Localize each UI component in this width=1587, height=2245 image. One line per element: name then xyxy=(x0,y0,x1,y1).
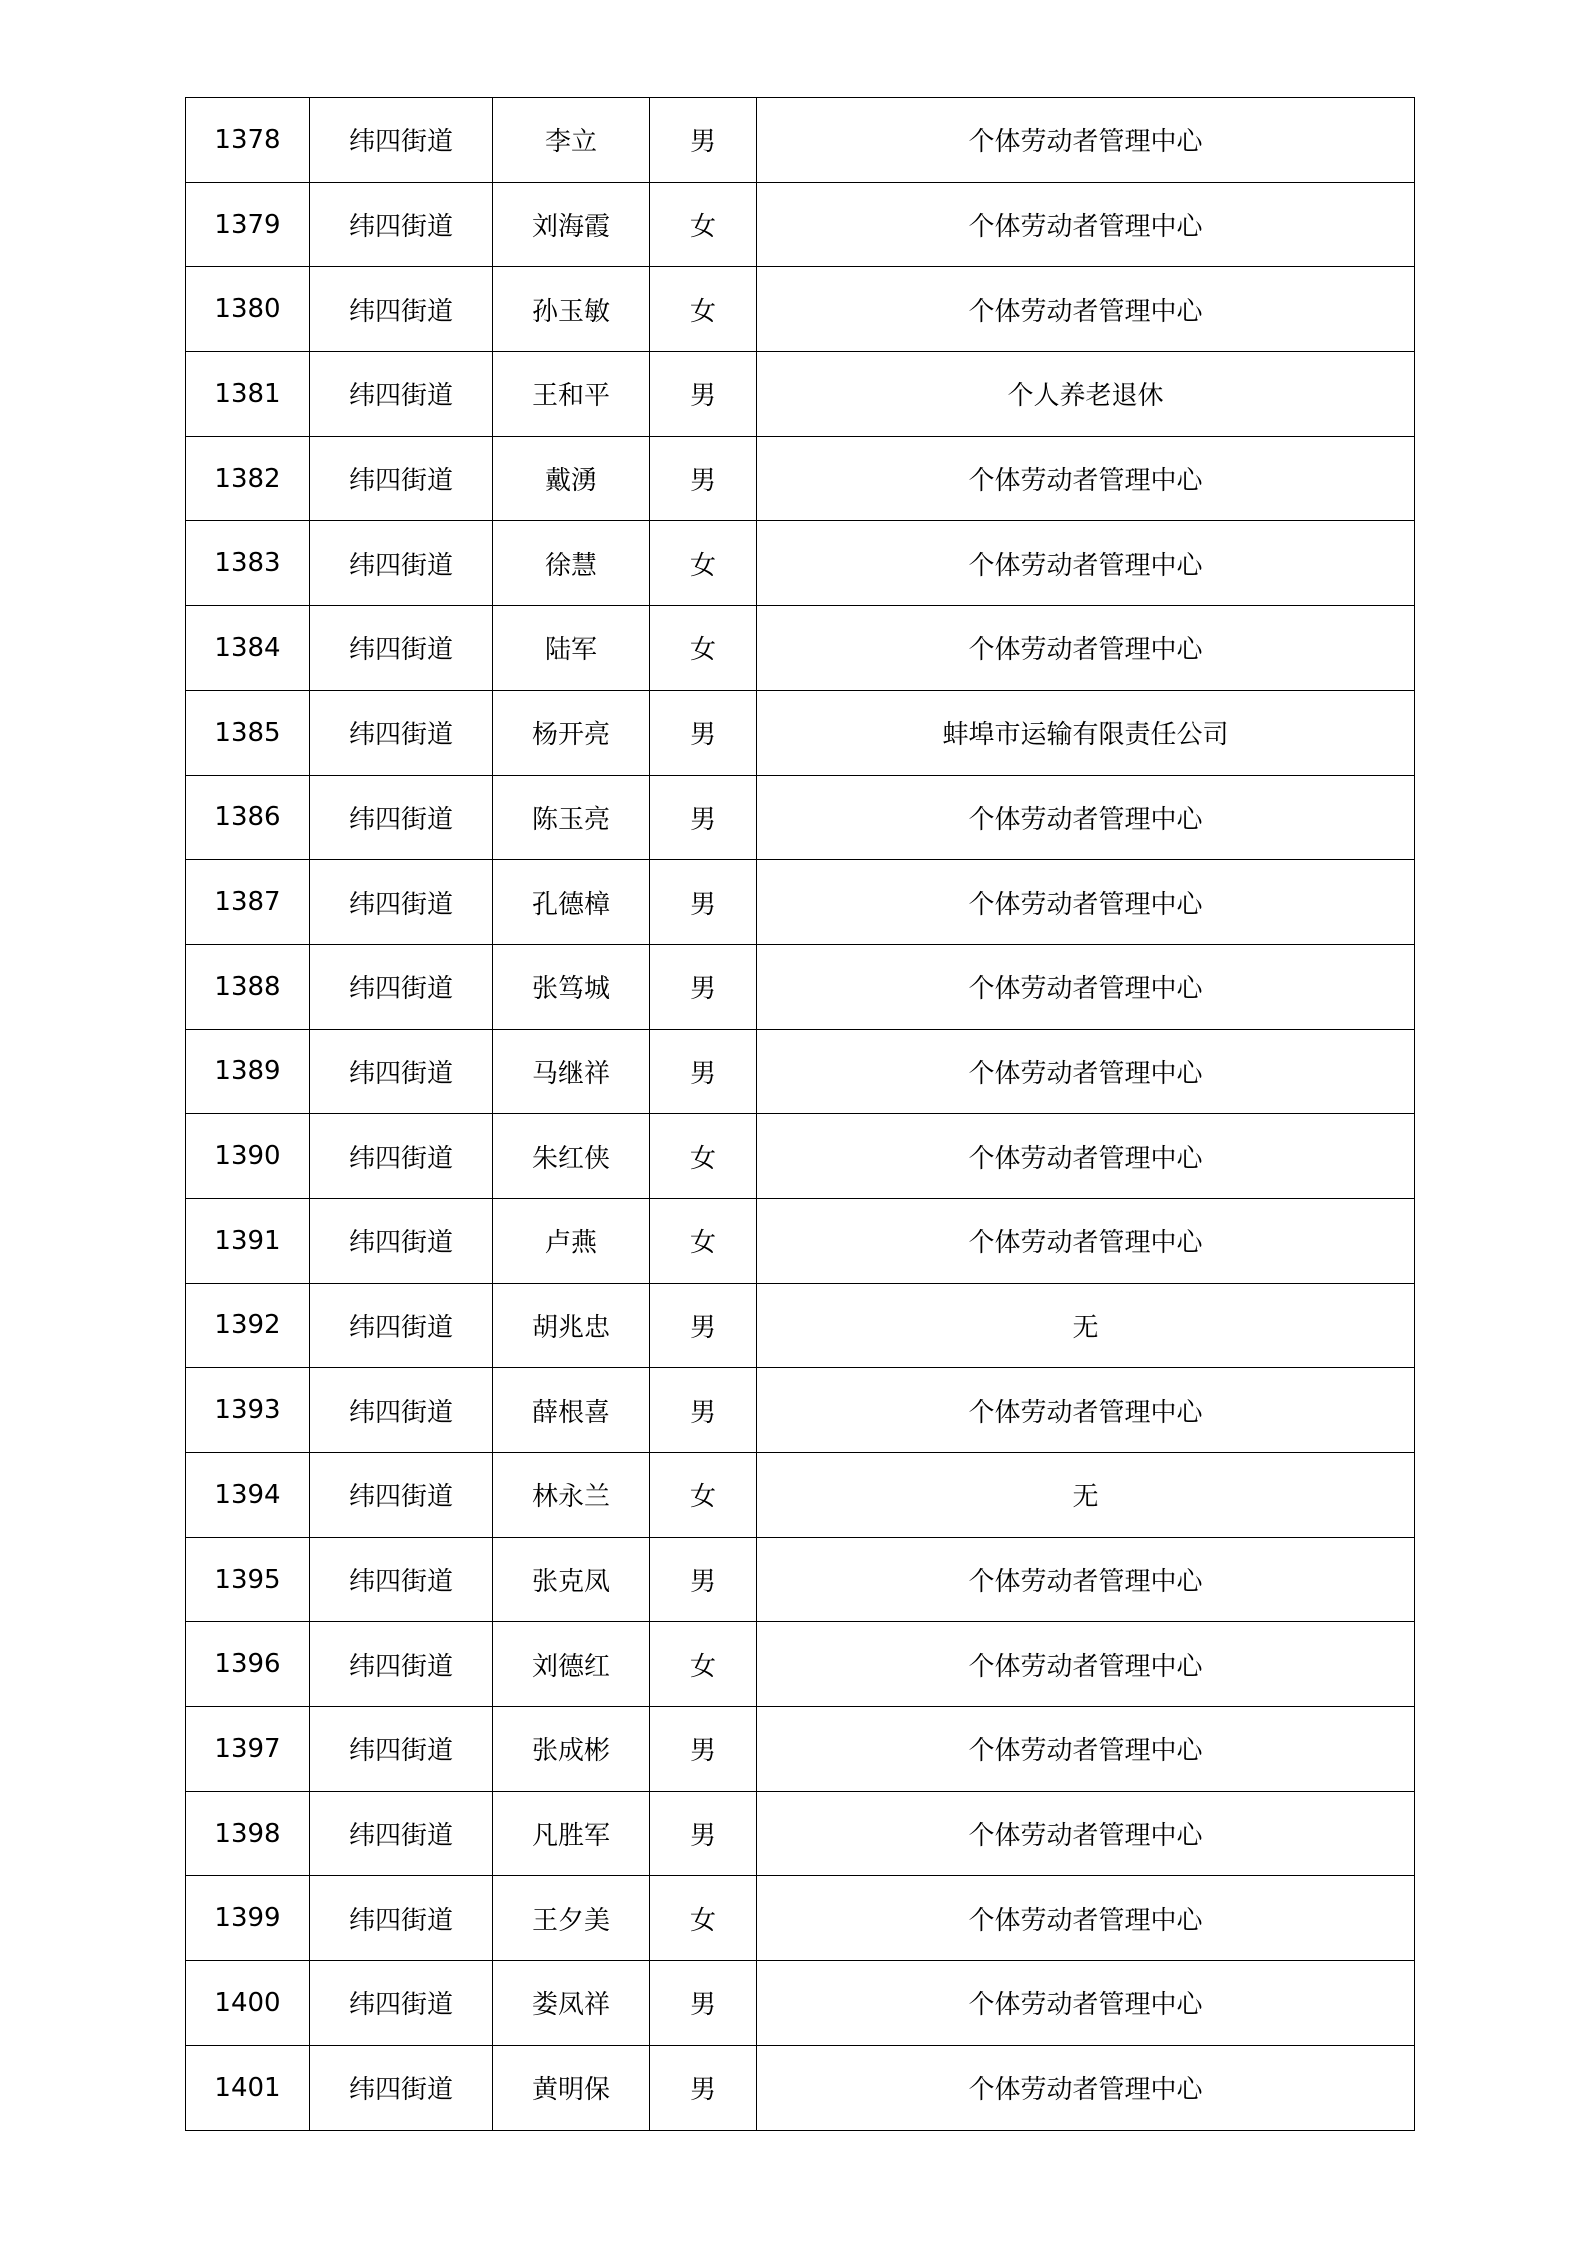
table-row xyxy=(186,1029,1415,1114)
street-cell: 纬四街道 xyxy=(310,944,493,1029)
gender-cell: 男 xyxy=(650,1368,757,1453)
employer-cell: 无 xyxy=(757,1453,1415,1538)
name-cell: 杨开亮 xyxy=(493,690,650,775)
gender-cell: 女 xyxy=(650,182,757,267)
gender-cell: 男 xyxy=(650,352,757,437)
name-cell: 孙玉敏 xyxy=(493,267,650,352)
gender-cell: 女 xyxy=(650,1114,757,1199)
serial-number-cell: 1394 xyxy=(186,1453,310,1538)
employer-cell: 个体劳动者管理中心 xyxy=(757,1961,1415,2046)
employer-cell: 个体劳动者管理中心 xyxy=(757,1368,1415,1453)
serial-number-cell: 1381 xyxy=(186,352,310,437)
name-cell: 薛根喜 xyxy=(493,1368,650,1453)
name-cell: 卢燕 xyxy=(493,1198,650,1283)
name-cell: 刘海霞 xyxy=(493,182,650,267)
serial-number-cell: 1399 xyxy=(186,1876,310,1961)
table-row xyxy=(186,1622,1415,1707)
name-cell: 陆军 xyxy=(493,606,650,691)
name-cell: 王和平 xyxy=(493,352,650,437)
table-row xyxy=(186,690,1415,775)
employer-cell: 蚌埠市运输有限责任公司 xyxy=(757,690,1415,775)
gender-cell: 男 xyxy=(650,860,757,945)
name-cell: 徐慧 xyxy=(493,521,650,606)
employer-cell: 个体劳动者管理中心 xyxy=(757,98,1415,183)
street-cell: 纬四街道 xyxy=(310,775,493,860)
gender-cell: 男 xyxy=(650,775,757,860)
employer-cell: 个体劳动者管理中心 xyxy=(757,775,1415,860)
table-row xyxy=(186,944,1415,1029)
employer-cell: 个体劳动者管理中心 xyxy=(757,1198,1415,1283)
table-row xyxy=(186,436,1415,521)
gender-cell: 女 xyxy=(650,1876,757,1961)
gender-cell: 男 xyxy=(650,944,757,1029)
name-cell: 戴湧 xyxy=(493,436,650,521)
street-cell: 纬四街道 xyxy=(310,98,493,183)
table-row xyxy=(186,98,1415,183)
serial-number-cell: 1389 xyxy=(186,1029,310,1114)
table-row xyxy=(186,860,1415,945)
gender-cell: 男 xyxy=(650,1791,757,1876)
name-cell: 黄明保 xyxy=(493,2045,650,2130)
name-cell: 王夕美 xyxy=(493,1876,650,1961)
name-cell: 张克凤 xyxy=(493,1537,650,1622)
street-cell: 纬四街道 xyxy=(310,1707,493,1792)
serial-number-cell: 1387 xyxy=(186,860,310,945)
employer-cell: 个体劳动者管理中心 xyxy=(757,436,1415,521)
gender-cell: 女 xyxy=(650,521,757,606)
employer-cell: 无 xyxy=(757,1283,1415,1368)
serial-number-cell: 1385 xyxy=(186,690,310,775)
street-cell: 纬四街道 xyxy=(310,860,493,945)
street-cell: 纬四街道 xyxy=(310,1368,493,1453)
serial-number-cell: 1398 xyxy=(186,1791,310,1876)
street-cell: 纬四街道 xyxy=(310,1876,493,1961)
table-row xyxy=(186,521,1415,606)
street-cell: 纬四街道 xyxy=(310,436,493,521)
employer-cell: 个体劳动者管理中心 xyxy=(757,2045,1415,2130)
name-cell: 刘德红 xyxy=(493,1622,650,1707)
gender-cell: 男 xyxy=(650,1537,757,1622)
gender-cell: 男 xyxy=(650,98,757,183)
serial-number-cell: 1396 xyxy=(186,1622,310,1707)
employer-cell: 个体劳动者管理中心 xyxy=(757,1707,1415,1792)
street-cell: 纬四街道 xyxy=(310,1791,493,1876)
serial-number-cell: 1392 xyxy=(186,1283,310,1368)
street-cell: 纬四街道 xyxy=(310,267,493,352)
street-cell: 纬四街道 xyxy=(310,1453,493,1538)
employer-cell: 个体劳动者管理中心 xyxy=(757,606,1415,691)
table-row xyxy=(186,1876,1415,1961)
serial-number-cell: 1379 xyxy=(186,182,310,267)
employer-cell: 个体劳动者管理中心 xyxy=(757,182,1415,267)
gender-cell: 女 xyxy=(650,1622,757,1707)
table-row xyxy=(186,1453,1415,1538)
name-cell: 张成彬 xyxy=(493,1707,650,1792)
employer-cell: 个体劳动者管理中心 xyxy=(757,860,1415,945)
name-cell: 林永兰 xyxy=(493,1453,650,1538)
gender-cell: 男 xyxy=(650,1029,757,1114)
street-cell: 纬四街道 xyxy=(310,1114,493,1199)
table-row xyxy=(186,1114,1415,1199)
gender-cell: 女 xyxy=(650,267,757,352)
serial-number-cell: 1386 xyxy=(186,775,310,860)
street-cell: 纬四街道 xyxy=(310,521,493,606)
name-cell: 马继祥 xyxy=(493,1029,650,1114)
roster-table xyxy=(185,97,1415,2131)
table-row xyxy=(186,1707,1415,1792)
serial-number-cell: 1395 xyxy=(186,1537,310,1622)
gender-cell: 男 xyxy=(650,1707,757,1792)
table-row xyxy=(186,1961,1415,2046)
employer-cell: 个体劳动者管理中心 xyxy=(757,521,1415,606)
serial-number-cell: 1383 xyxy=(186,521,310,606)
table-row xyxy=(186,1283,1415,1368)
street-cell: 纬四街道 xyxy=(310,1283,493,1368)
serial-number-cell: 1380 xyxy=(186,267,310,352)
table-row xyxy=(186,606,1415,691)
gender-cell: 男 xyxy=(650,2045,757,2130)
name-cell: 胡兆忠 xyxy=(493,1283,650,1368)
name-cell: 李立 xyxy=(493,98,650,183)
employer-cell: 个体劳动者管理中心 xyxy=(757,1622,1415,1707)
serial-number-cell: 1390 xyxy=(186,1114,310,1199)
gender-cell: 女 xyxy=(650,1198,757,1283)
street-cell: 纬四街道 xyxy=(310,1961,493,2046)
employer-cell: 个体劳动者管理中心 xyxy=(757,267,1415,352)
name-cell: 陈玉亮 xyxy=(493,775,650,860)
gender-cell: 男 xyxy=(650,436,757,521)
roster-table-body xyxy=(186,98,1415,2131)
serial-number-cell: 1400 xyxy=(186,1961,310,2046)
employer-cell: 个体劳动者管理中心 xyxy=(757,1029,1415,1114)
gender-cell: 男 xyxy=(650,1283,757,1368)
name-cell: 朱红侠 xyxy=(493,1114,650,1199)
gender-cell: 男 xyxy=(650,690,757,775)
table-row xyxy=(186,1368,1415,1453)
employer-cell: 个体劳动者管理中心 xyxy=(757,1876,1415,1961)
employer-cell: 个体劳动者管理中心 xyxy=(757,1114,1415,1199)
table-row xyxy=(186,1791,1415,1876)
serial-number-cell: 1382 xyxy=(186,436,310,521)
name-cell: 张笃城 xyxy=(493,944,650,1029)
street-cell: 纬四街道 xyxy=(310,1029,493,1114)
street-cell: 纬四街道 xyxy=(310,1622,493,1707)
serial-number-cell: 1388 xyxy=(186,944,310,1029)
gender-cell: 女 xyxy=(650,1453,757,1538)
street-cell: 纬四街道 xyxy=(310,2045,493,2130)
serial-number-cell: 1401 xyxy=(186,2045,310,2130)
serial-number-cell: 1391 xyxy=(186,1198,310,1283)
street-cell: 纬四街道 xyxy=(310,606,493,691)
serial-number-cell: 1378 xyxy=(186,98,310,183)
serial-number-cell: 1397 xyxy=(186,1707,310,1792)
name-cell: 孔德樟 xyxy=(493,860,650,945)
street-cell: 纬四街道 xyxy=(310,1537,493,1622)
name-cell: 娄凤祥 xyxy=(493,1961,650,2046)
table-row xyxy=(186,2045,1415,2130)
table-row xyxy=(186,267,1415,352)
street-cell: 纬四街道 xyxy=(310,1198,493,1283)
employer-cell: 个体劳动者管理中心 xyxy=(757,1537,1415,1622)
gender-cell: 男 xyxy=(650,1961,757,2046)
table-row xyxy=(186,182,1415,267)
name-cell: 凡胜军 xyxy=(493,1791,650,1876)
employer-cell: 个体劳动者管理中心 xyxy=(757,944,1415,1029)
serial-number-cell: 1384 xyxy=(186,606,310,691)
table-row xyxy=(186,1198,1415,1283)
employer-cell: 个人养老退休 xyxy=(757,352,1415,437)
street-cell: 纬四街道 xyxy=(310,690,493,775)
street-cell: 纬四街道 xyxy=(310,182,493,267)
table-row xyxy=(186,775,1415,860)
serial-number-cell: 1393 xyxy=(186,1368,310,1453)
gender-cell: 女 xyxy=(650,606,757,691)
table-row xyxy=(186,1537,1415,1622)
street-cell: 纬四街道 xyxy=(310,352,493,437)
employer-cell: 个体劳动者管理中心 xyxy=(757,1791,1415,1876)
table-row xyxy=(186,352,1415,437)
